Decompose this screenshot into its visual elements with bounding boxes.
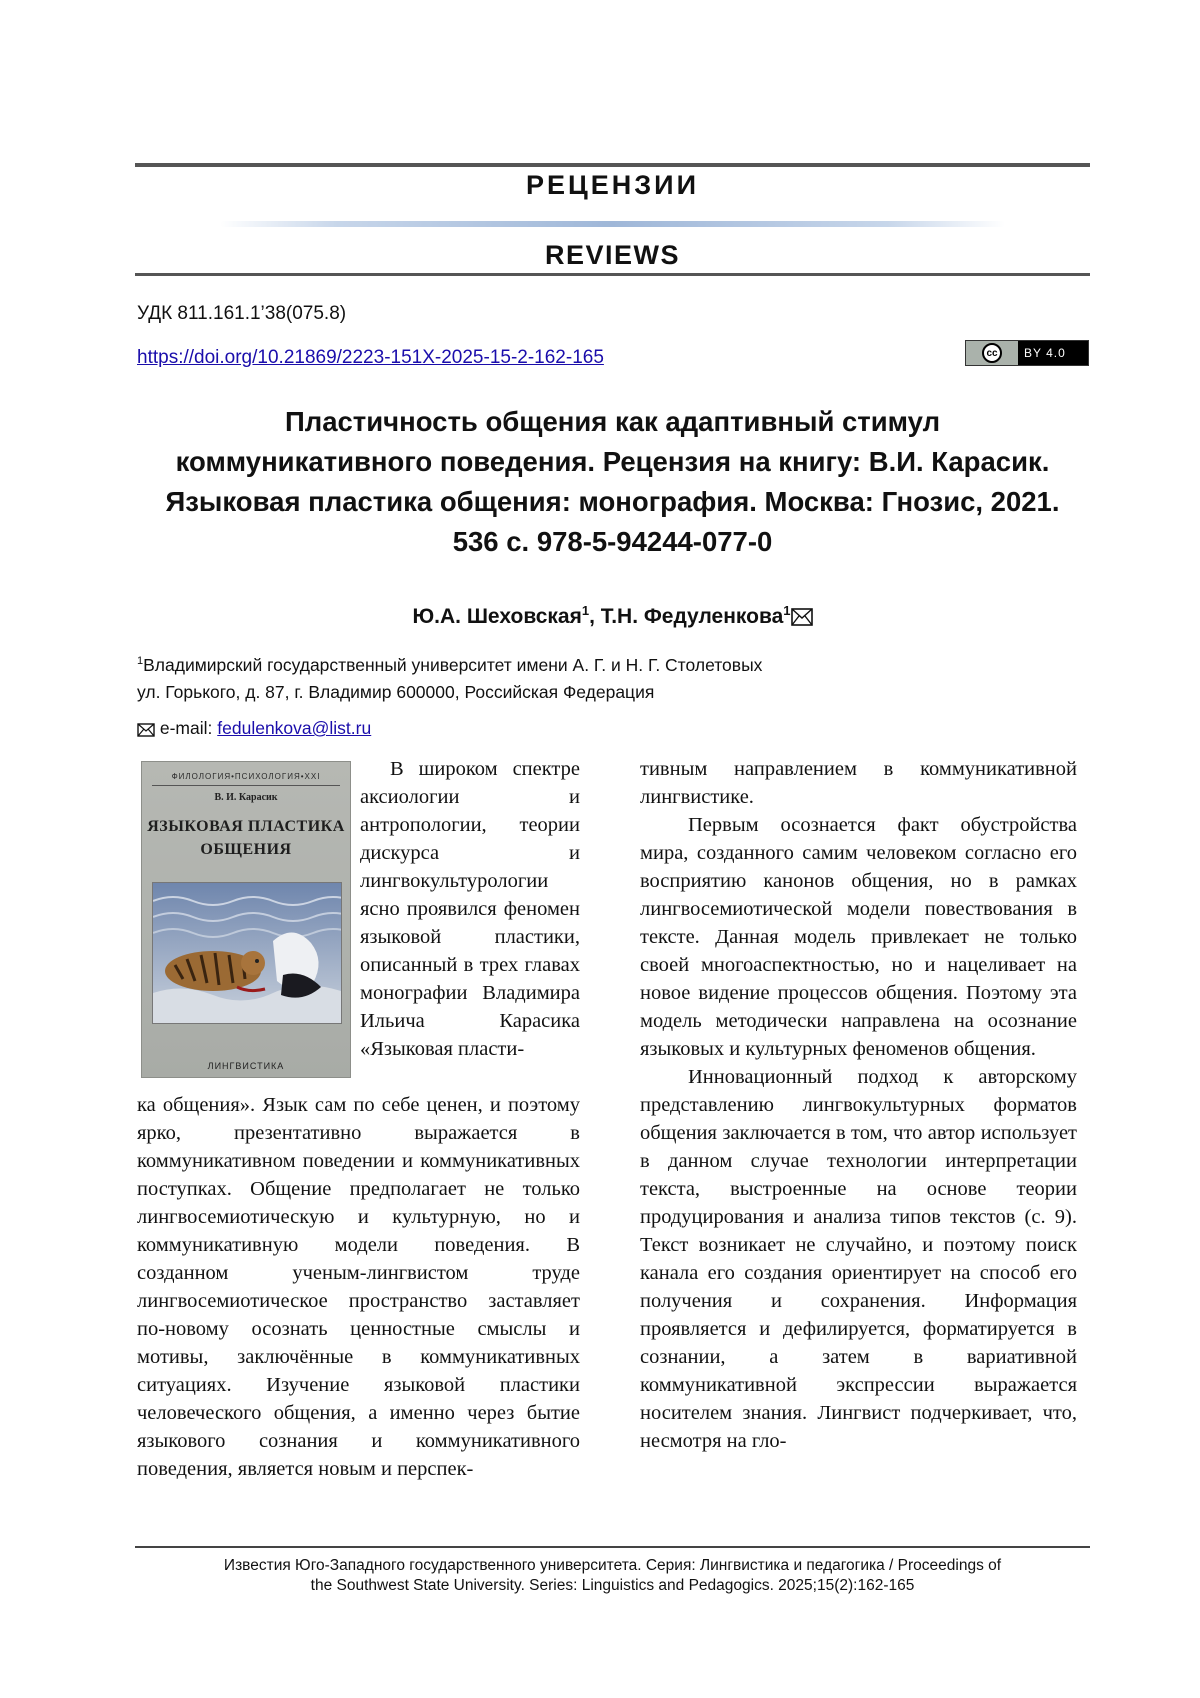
book-series-rule <box>152 785 340 786</box>
paragraph: тивным направлением в коммуникативной лингвистике. <box>640 758 1077 808</box>
header-divider <box>220 221 1005 227</box>
author-affiliation-mark: 1 <box>783 603 791 618</box>
book-author: В. И. Карасик <box>214 792 278 803</box>
affiliation-mark: 1 <box>137 655 144 668</box>
paragraph: В широком спектре аксиологии и антропологии, теории дискурса и лингвокультурологии ясно проявился феномен языковой пластики, описанный в трех главах монографии Владимира Ильича Карасика «Языковая пласти- <box>360 758 580 1060</box>
author-name: Ю.А. Шеховская <box>412 605 582 628</box>
book-series: ФИЛОЛОГИЯ•ПСИХОЛОГИЯ•XXI <box>171 772 321 781</box>
paragraph: Инновационный подход к авторскому представлению лингвокультурных форматов общения заключается в том, что автор использует в данном случае технологии интерпретации текста, выстроенные на основе теории продуцирования и анализа типов текстов (с. 9). Текст возникает не случайно, и поэтому поиск канала его создания ориентирует на способ его получения и сохранения. Информация проявляется и дефилируется, форматируется в сознании, а затем в вариативной коммуникативной экспрессии выражается носителем знания. Лингвист подчеркивает, что, несмотря на гло- <box>640 1066 1077 1452</box>
footer-line: the Southwest State University. Series: Linguistics and Pedagogics. 2025;15(2):162-165 <box>310 1577 915 1594</box>
affiliation-name: Владимирский государственный университет имени А. Г. и Н. Г. Столетовых <box>143 655 763 675</box>
header-top-rule <box>135 163 1090 167</box>
book-cover-illustration <box>152 882 342 1024</box>
cc-logo <box>966 341 1018 365</box>
envelope-icon[interactable] <box>791 608 813 632</box>
book-cover-image <box>141 761 351 1078</box>
intro-paragraph <box>360 755 580 1063</box>
cc-icon: cc <box>982 343 1002 363</box>
journal-footer <box>135 1556 1090 1596</box>
paragraph: Первым осознается факт обустройства мира, созданного самим человеком согласно его восприятию канонов общения, но в рамках лингвосемиотической модели повествования в тексте. Данная модель привлекает не только своей многоаспектностью, но и нацеливает на новое видение процессов общения. Поэтому эта модель методически направлена на осознание языковых и культурных феноменов общения. <box>640 814 1077 1060</box>
footer-line: Известия Юго-Западного государственного университета. Серия: Лингвистика и педагогика / Proceedings of <box>223 1557 1002 1574</box>
book-series-bottom: ЛИНГВИСТИКА <box>207 1061 285 1071</box>
footer-rule <box>135 1546 1090 1548</box>
cc-license-badge[interactable] <box>965 340 1089 366</box>
email-link[interactable]: fedulenkova@list.ru <box>217 718 372 738</box>
email-label: e-mail: <box>159 718 213 738</box>
doi-link[interactable]: https://doi.org/10.21869/2223-151X-2025-15-2-162-165 <box>137 347 604 368</box>
paragraph: ка общения». Язык сам по себе ценен, и поэтому ярко, презентативно выражается в коммуникативном поведении и коммуникативных поступках. Общение предполагает не только лингвосемиотическую и культурную, но и коммуникативную модели поведения. В созданном ученым-лингвистом труде лингвосемиотическое пространство заставляет по-новому осознать ценностные смыслы и мотивы, заключённые в коммуникативных ситуациях. Изучение языковой пластики человеческого общения, а именно через бытие языкового сознания и коммуникативного поведения, является новым и перспек- <box>137 1094 580 1480</box>
header-bottom-rule <box>135 273 1090 276</box>
email-line <box>137 718 371 742</box>
author-name: Т.Н. Федуленкова <box>600 605 784 628</box>
author-affiliation-mark: 1 <box>581 603 590 618</box>
book-title-line: ОБЩЕНИЯ <box>200 841 292 858</box>
book-title <box>142 815 350 861</box>
cc-license-text: BY 4.0 <box>1024 346 1066 360</box>
affiliation-address: ул. Горького, д. 87, г. Владимир 600000, Российская Федерация <box>137 682 655 702</box>
title-line: Языковая пластика общения: монография. Москва: Гнозис, 2021. <box>165 486 1060 517</box>
authors-line: Ю.А. Шеховская$^1$, Т.Н. Федуленкова$^1$ <box>135 603 1090 632</box>
envelope-icon <box>137 721 155 742</box>
section-title-ru: РЕЦЕНЗИИ <box>526 170 699 200</box>
title-line: 536 с. 978-5-94244-077-0 <box>452 526 773 557</box>
title-line: коммуникативного поведения. Рецензия на книгу: В.И. Карасик. <box>175 446 1050 477</box>
title-line: Пластичность общения как адаптивный стимул <box>284 406 941 437</box>
section-title-en: REVIEWS <box>544 240 681 270</box>
left-column <box>137 1091 580 1483</box>
book-title-line: ЯЗЫКОВАЯ ПЛАСТИКА <box>147 818 345 835</box>
udk-code: УДК 811.161.1’38(075.8) <box>137 303 347 324</box>
affiliation <box>137 655 762 676</box>
right-column <box>640 755 1077 1455</box>
article-title <box>135 402 1090 562</box>
